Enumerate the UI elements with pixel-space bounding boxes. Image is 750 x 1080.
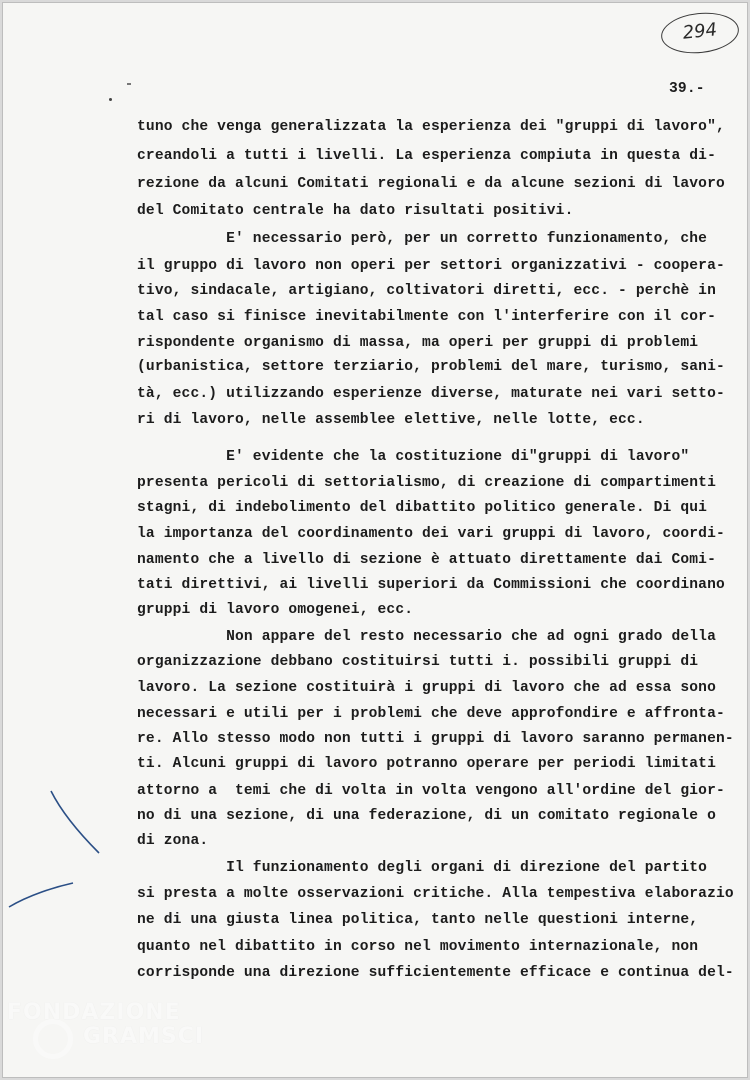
text-line: creandoli a tutti i livelli. La esperienza compiuta in questa di- — [137, 148, 716, 164]
archive-stamp: 294 — [659, 9, 741, 57]
text-line: tal caso si finisce inevitabilmente con l'interferire con il cor- — [137, 309, 716, 325]
text-line: necessari e utili per i problemi che deve approfondire e affronta- — [137, 706, 725, 722]
text-line: (urbanistica, settore terziario, problemi del mare, turismo, sani- — [137, 359, 725, 375]
text-line: quanto nel dibattito in corso nel movimento internazionale, non — [137, 939, 699, 955]
margin-stroke-upper — [51, 791, 99, 853]
text-line: attorno a temi che di volta in volta vengono all'ordine del gior- — [137, 783, 725, 799]
text-line: tuno che venga generalizzata la esperienza dei "gruppi di lavoro", — [137, 119, 725, 135]
watermark-logo-icon — [33, 1019, 73, 1059]
text-line: Il funzionamento degli organi di direzione del partito — [137, 860, 708, 876]
watermark-line-1: FONDAZIONE — [7, 1000, 181, 1025]
text-line: re. Allo stesso modo non tutti i gruppi di lavoro saranno permanen- — [137, 731, 734, 747]
text-line: tà, ecc.) utilizzando esperienze diverse, maturate nei vari setto- — [137, 386, 725, 402]
text-line: si presta a molte osservazioni critiche. Alla tempestiva elaborazio — [137, 886, 734, 902]
text-line: no di una sezione, di una federazione, di un comitato regionale o — [137, 808, 716, 824]
text-line: ne di una giusta linea politica, tanto nelle questioni interne, — [137, 912, 699, 928]
text-line: stagni, di indebolimento del dibattito politico generale. Di qui — [137, 500, 708, 516]
text-line: tati direttivi, ai livelli superiori da Commissioni che coordinano — [137, 577, 725, 593]
text-line: E' evidente che la costituzione di"gruppi di lavoro" — [137, 449, 690, 465]
text-line: rispondente organismo di massa, ma operi per gruppi di problemi — [137, 335, 699, 351]
text-line: corrisponde una direzione sufficientemente efficace e continua del- — [137, 965, 734, 981]
text-line: gruppi di lavoro omogenei, ecc. — [137, 602, 414, 618]
margin-stroke-lower — [9, 883, 73, 907]
text-line: ti. Alcuni gruppi di lavoro potranno operare per periodi limitati — [137, 756, 716, 772]
text-line: tivo, sindacale, artigiano, coltivatori diretti, ecc. - perchè in — [137, 283, 716, 299]
text-line: namento che a livello di sezione è attuato direttamente dai Comi- — [137, 552, 716, 568]
text-line: del Comitato centrale ha dato risultati positivi. — [137, 203, 574, 219]
text-line: rezione da alcuni Comitati regionali e da alcune sezioni di lavoro — [137, 176, 725, 192]
text-line: il gruppo di lavoro non operi per settori organizzativi - coopera- — [137, 258, 725, 274]
watermark-line-2: GRAMSCI — [83, 1024, 205, 1049]
watermark — [3, 991, 203, 1071]
text-line: ri di lavoro, nelle assemblee elettive, nelle lotte, ecc. — [137, 412, 645, 428]
text-line: organizzazione debbano costituirsi tutti i. possibili gruppi di — [137, 654, 699, 670]
text-line: presenta pericoli di settorialismo, di creazione di compartimenti — [137, 475, 716, 491]
text-line: la importanza del coordinamento dei vari gruppi di lavoro, coordi- — [137, 526, 725, 542]
margin-pen-marks — [3, 3, 748, 1078]
page-number: 39.- — [669, 81, 705, 97]
text-line: lavoro. La sezione costituirà i gruppi di lavoro che ad essa sono — [137, 680, 716, 696]
text-line: E' necessario però, per un corretto funzionamento, che — [137, 231, 708, 247]
text-line: di zona. — [137, 833, 209, 849]
document-page — [2, 2, 748, 1078]
text-line: Non appare del resto necessario che ad ogni grado della — [137, 629, 716, 645]
